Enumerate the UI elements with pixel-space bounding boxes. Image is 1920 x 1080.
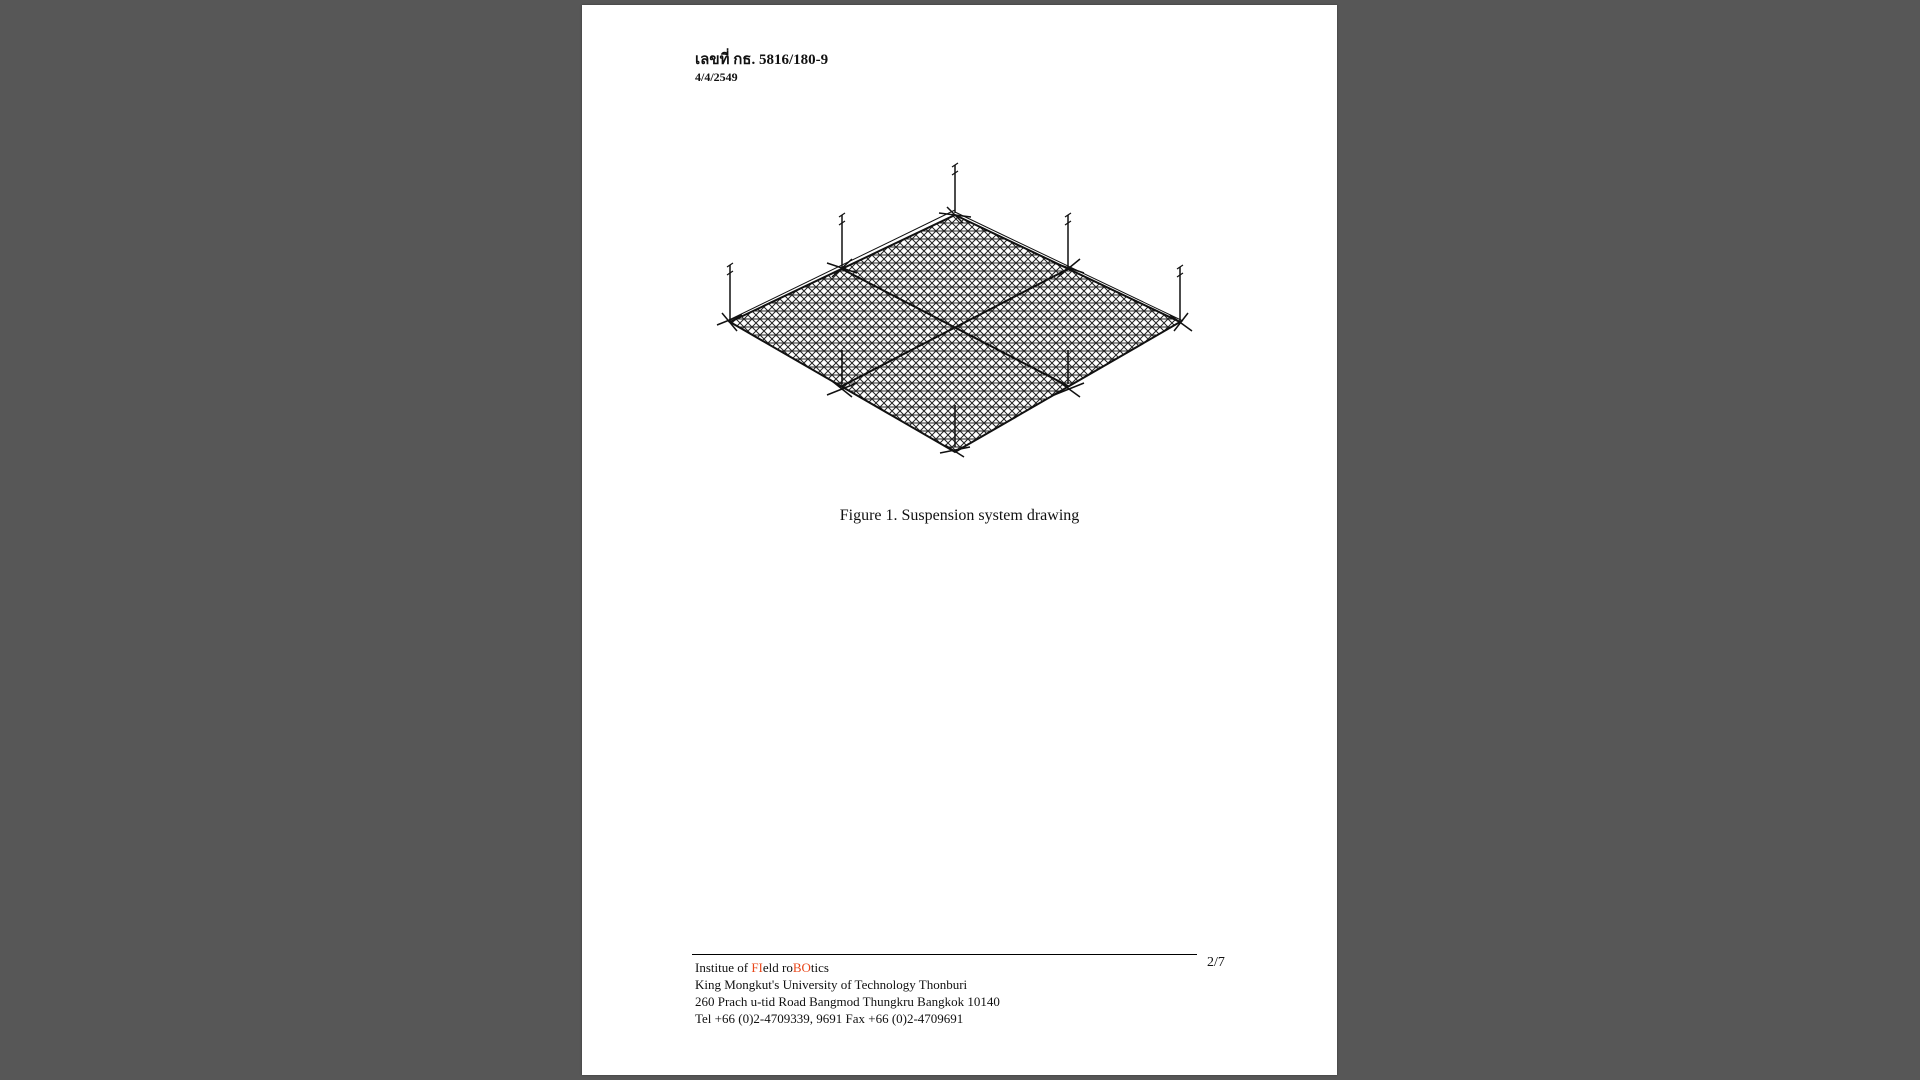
university-name: King Mongkut's University of Technology Thonburi <box>695 977 968 992</box>
document-date: 4/4/2549 <box>695 70 738 84</box>
document-page <box>582 5 1337 1075</box>
footer-block <box>695 959 1000 1027</box>
footer-divider <box>692 954 1197 955</box>
institute-name-part: tics <box>810 960 829 975</box>
address: 260 Prach u-tid Road Bangmod Thungkru Bangkok 10140 <box>695 994 1000 1009</box>
institute-name <box>695 959 1000 976</box>
document-number: เลขที่ กธ. 5816/180-9 <box>695 52 829 68</box>
institute-name-accent: FI <box>751 960 763 975</box>
institute-name-part: Institue of <box>695 960 752 975</box>
institute-name-part: eld ro <box>762 960 793 975</box>
institute-name-accent: BO <box>792 960 811 975</box>
figure-caption: Figure 1. Suspension system drawing <box>839 507 1080 524</box>
page-number: 2/7 <box>1207 955 1225 970</box>
suspension-system-figure <box>692 155 1232 475</box>
contact-info: Tel +66 (0)2-4709339, 9691 Fax +66 (0)2-4709691 <box>695 1011 964 1026</box>
